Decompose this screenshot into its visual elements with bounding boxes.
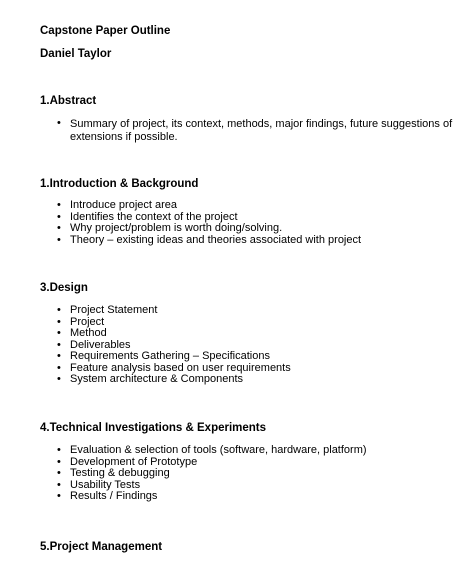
section-heading-technical-investigations: 4.Technical Investigations & Experiments: [40, 422, 267, 434]
introduction-list: [0, 200, 361, 246]
list-item-text: Theory – existing ideas and theories associated with project: [70, 233, 362, 246]
bullet-icon: •: [57, 373, 61, 385]
list-item-text: Development of Prototype: [70, 455, 198, 468]
bullet-icon: •: [57, 304, 61, 316]
list-item: [0, 374, 291, 386]
list-item: [0, 328, 291, 340]
bullet-icon: •: [57, 467, 61, 479]
document-author: Daniel Taylor: [40, 48, 112, 60]
list-item: [0, 468, 367, 480]
list-item: [0, 480, 367, 492]
list-item-text: Results / Findings: [70, 490, 158, 502]
list-item-text: System architecture & Components: [70, 373, 244, 385]
design-list: [0, 305, 291, 386]
list-item-text: Testing & debugging: [70, 467, 170, 479]
section-heading-project-management: 5.Project Management: [40, 541, 163, 553]
list-item: [0, 317, 291, 329]
list-item-text: Introduce project area: [70, 199, 178, 211]
list-item-text: Method: [70, 327, 107, 339]
list-item-text: Summary of project, its context, methods, major findings, future suggestions of extensions if possible.: [70, 118, 453, 143]
list-item-text: Evaluation & selection of tools (software, hardware, platform): [70, 444, 367, 456]
bullet-icon: •: [57, 222, 61, 234]
list-item: [0, 235, 361, 247]
section-heading-introduction: 1.Introduction & Background: [40, 178, 199, 190]
bullet-icon: •: [57, 233, 61, 246]
list-item-text: Usability Tests: [70, 478, 141, 491]
list-item-text: Project: [70, 315, 105, 328]
list-item-text: Why project/problem is worth doing/solving.: [70, 222, 283, 234]
bullet-icon: •: [57, 490, 61, 502]
bullet-icon: •: [57, 444, 61, 456]
bullet-icon: •: [57, 338, 61, 351]
bullet-icon: •: [57, 210, 61, 223]
bullet-icon: •: [57, 361, 61, 374]
bullet-icon: •: [57, 315, 61, 328]
list-item-text: Project Statement: [70, 304, 158, 316]
list-item-text: Deliverables: [70, 338, 131, 351]
document-title: Capstone Paper Outline: [40, 25, 171, 37]
bullet-icon: •: [57, 117, 61, 129]
list-item-text: Requirements Gathering – Specifications: [70, 350, 270, 362]
list-item: [0, 118, 460, 143]
section-heading-abstract: 1.Abstract: [40, 95, 97, 107]
abstract-list: [0, 118, 460, 143]
bullet-icon: •: [57, 199, 61, 211]
bullet-icon: •: [57, 455, 61, 468]
section-heading-design: 3.Design: [40, 282, 88, 294]
technical-investigations-list: [0, 445, 367, 503]
list-item: [0, 457, 367, 469]
list-item-text: Identifies the context of the project: [70, 210, 238, 223]
bullet-icon: •: [57, 350, 61, 362]
list-item: [0, 491, 367, 503]
bullet-icon: •: [57, 327, 61, 339]
bullet-icon: •: [57, 478, 61, 491]
list-item-text: Feature analysis based on user requirements: [70, 361, 291, 374]
list-item: [0, 305, 291, 317]
